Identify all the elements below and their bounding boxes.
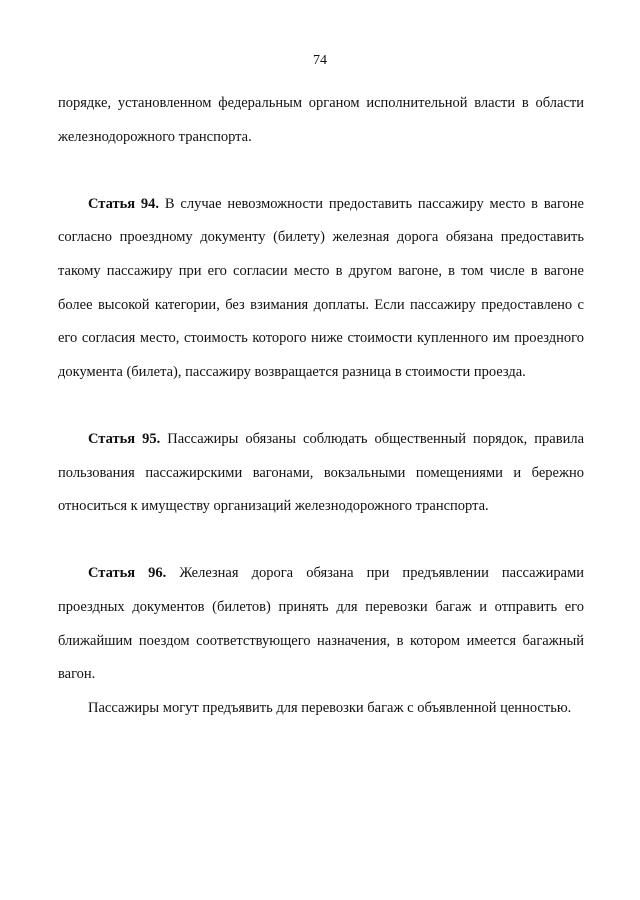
article-96 bbox=[58, 557, 584, 691]
paragraph-text: порядке, установленном федеральным органом исполнительной власти в области железнодорожного транспорта. bbox=[58, 95, 584, 145]
document-body bbox=[58, 87, 584, 725]
article-label: Статья 96. bbox=[88, 565, 167, 582]
article-95 bbox=[58, 423, 584, 524]
paragraph-gap bbox=[58, 524, 584, 558]
article-label: Статья 95. bbox=[88, 430, 161, 447]
paragraph-gap bbox=[58, 389, 584, 423]
article-96-second-paragraph bbox=[58, 692, 584, 726]
article-text: Железная дорога обязана при предъявлении пассажирами проездных документов (билетов) принять для перевозки багаж и отправить его ближайшим поездом соответствующего назначения, в котором имеется багажный вагон. bbox=[58, 565, 585, 683]
article-label: Статья 94. bbox=[88, 195, 160, 212]
page-number: 74 bbox=[313, 53, 327, 68]
article-text: В случае невозможности предоставить пассажиру место в вагоне согласно проездному документу (билету) железная дорога обязана предоставить такому пассажиру при его согласии место в другом вагоне, в том числе в вагоне более высокой категории, без взимания доплаты. Если пассажиру предоставлено с его согласия место, стоимость которого ниже стоимости купленного им проездного документа (билета), пассажиру возвращается разница в стоимости проезда. bbox=[58, 195, 584, 380]
paragraph-continuation bbox=[58, 87, 584, 154]
paragraph-text: Пассажиры могут предъявить для перевозки багаж с объявленной ценностью. bbox=[88, 699, 572, 716]
article-94 bbox=[58, 188, 584, 390]
paragraph-gap bbox=[58, 154, 584, 188]
article-text: Пассажиры обязаны соблюдать общественный порядок, правила пользования пассажирскими вагонами, вокзальными помещениями и бережно относиться к имуществу организаций железнодорожного транспорта. bbox=[58, 430, 585, 515]
